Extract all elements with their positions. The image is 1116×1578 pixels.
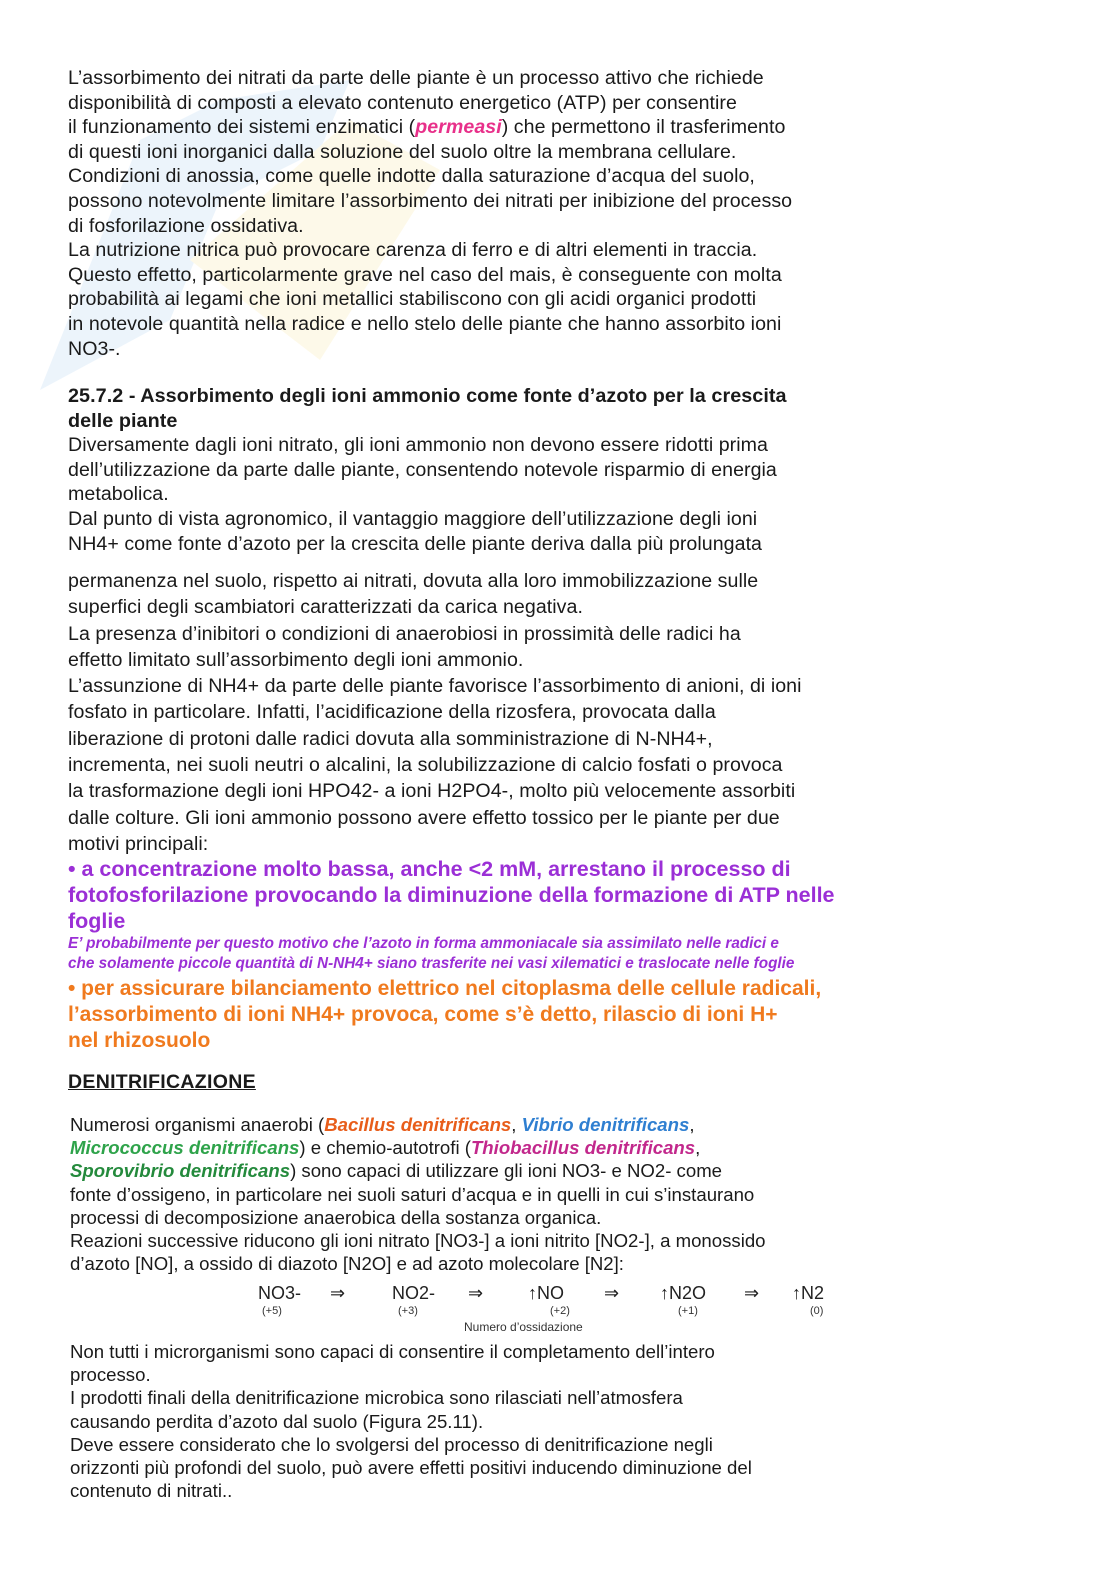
bullet-line: nel rhizosuolo xyxy=(68,1029,211,1052)
text-line: Diversamente dagli ioni nitrato, gli ioni ammonio non devono essere ridotti prima xyxy=(68,434,768,457)
eq-arrow: ⇒ xyxy=(330,1283,346,1303)
bullet-line: fotofosforilazione provocando la diminuzione della formazione di ATP nelle xyxy=(68,883,835,907)
text-line: Condizioni di anossia, come quelle indotte dalla saturazione d’acqua del suolo, xyxy=(68,165,755,188)
text-line: in notevole quantità nella radice e nello stelo delle piante che hanno assorbito ioni xyxy=(68,312,782,335)
section-title: 25.7.2 - Assorbimento degli ioni ammonio come fonte d’azoto per la crescita xyxy=(68,385,787,407)
text-line: effetto limitato sull’assorbimento degli ioni ammonio. xyxy=(68,648,524,671)
bullet-electric-balance xyxy=(68,976,1068,1054)
text-line: Non tutti i microrganismi sono capaci di consentire il completamento dell’intero xyxy=(70,1341,715,1362)
text-line: motivi principali: xyxy=(68,832,209,855)
text-line: di questi ioni inorganici dalla soluzione del suolo oltre la membrana cellulare. xyxy=(68,140,737,163)
section-ammonium xyxy=(68,384,1068,556)
text-line: NH4+ come fonte d’azoto per la crescita delle piante deriva dalla più prolungata xyxy=(68,532,763,555)
note-line: che solamente piccole quantità di N-NH4+ siano trasferite nei vasi xilematici e traslocate nelle foglie xyxy=(68,955,795,972)
denitrification-paragraph xyxy=(70,1113,1070,1275)
bullet-line: • per assicurare bilanciamento elettrico nel citoplasma delle cellule radicali, xyxy=(68,977,822,1000)
species-vibrio: Vibrio denitrificans xyxy=(521,1114,690,1135)
denitrification-equation xyxy=(258,1283,858,1339)
bullet-line: foglie xyxy=(68,909,126,933)
text-line: possono notevolmente limitare l’assorbimento dei nitrati per inibizione del processo xyxy=(68,189,793,212)
eq-arrow: ⇒ xyxy=(468,1283,484,1303)
note-italic xyxy=(68,934,1068,974)
eq-oxidation: (+1) xyxy=(678,1305,698,1317)
note-line: E’ probabilmente per questo motivo che l’azoto in forma ammoniacale sia assimilato nelle radici e xyxy=(68,935,779,952)
text-line: d’azoto [NO], a ossido di diazoto [N2O] e ad azoto molecolare [N2]: xyxy=(70,1253,624,1275)
text-line: probabilità ai legami che ioni metallici stabiliscono con gli acidi organici prodotti xyxy=(68,288,757,311)
text-line: Deve essere considerato che lo svolgersi del processo di denitrificazione negli xyxy=(70,1433,713,1455)
text-line: liberazione di protoni dalle radici dovuta alla somministrazione di N-NH4+, xyxy=(68,727,713,750)
text-line: disponibilità di composti a elevato contenuto energetico (ATP) per consentire xyxy=(68,91,737,114)
text-line: dalle colture. Gli ioni ammonio possono avere effetto tossico per le piante per due xyxy=(68,806,780,829)
text-line: contenuto di nitrati.. xyxy=(70,1480,233,1502)
intro-paragraph xyxy=(68,66,1068,361)
species-sporovibrio: Sporovibrio denitrificans xyxy=(70,1160,291,1182)
eq-species: ↑NO xyxy=(528,1283,564,1303)
text-line: La presenza d’inibitori o condizioni di anaerobiosi in prossimità delle radici ha xyxy=(68,622,741,645)
text-line: L’assunzione di NH4+ da parte delle piante favorisce l’assorbimento di anioni, di ioni xyxy=(68,675,802,698)
eq-species: NO3- xyxy=(258,1283,302,1303)
permeasi-term: permeasi xyxy=(415,116,502,139)
species-micrococcus: Micrococcus denitrificans xyxy=(70,1137,300,1159)
text-line: L’assorbimento dei nitrati da parte delle piante è un processo attivo che richiede xyxy=(68,67,764,89)
bullet-line: l’assorbimento di ioni NH4+ provoca, come s’è detto, rilascio di ioni H+ xyxy=(68,1003,778,1026)
text-line: superfici degli scambiatori caratterizzati da carica negativa. xyxy=(68,596,583,619)
text-line: il funzionamento dei sistemi enzimatici (permeasi) che permettono il trasferimento xyxy=(68,116,786,139)
eq-species: ↑N2O xyxy=(660,1283,707,1303)
text-line: di fosforilazione ossidativa. xyxy=(68,214,304,237)
species-bacillus: Bacillus denitrificans xyxy=(324,1114,512,1135)
text-line: fosfato in particolare. Infatti, l’acidificazione della rizosfera, provocata dalla xyxy=(68,701,716,724)
text-line: Reazioni successive riducono gli ioni nitrato [NO3-] a ioni nitrito [NO2-], a monossido xyxy=(70,1230,766,1252)
text-line: La nutrizione nitrica può provocare carenza di ferro e di altri elementi in traccia. xyxy=(68,239,758,262)
eq-oxidation: (+5) xyxy=(262,1305,282,1317)
bullet-photophosphorylation xyxy=(68,856,1068,934)
text-line: incrementa, nei suoli neutri o alcalini, la solubilizzazione di calcio fosfati o provoca xyxy=(68,754,783,777)
eq-oxidation: (+2) xyxy=(550,1305,570,1317)
text-line: Sporovibrio denitrificans) sono capaci di utilizzare gli ioni NO3- e NO2- come xyxy=(70,1160,723,1182)
text-line: Questo effetto, particolarmente grave nel caso del mais, è conseguente con molta xyxy=(68,263,782,286)
text-line: permanenza nel suolo, rispetto ai nitrati, dovuta alla loro immobilizzazione sulle xyxy=(68,570,759,592)
text-line: metabolica. xyxy=(68,483,169,506)
text-line: Dal punto di vista agronomico, il vantaggio maggiore dell’utilizzazione degli ioni xyxy=(68,507,758,530)
bullet-line: • a concentrazione molto bassa, anche <2 mM, arrestano il processo di xyxy=(68,857,791,881)
section-ammonium-continued xyxy=(68,568,1068,857)
eq-oxidation: (+3) xyxy=(398,1305,418,1317)
text-line: Micrococcus denitrificans) e chemio-autotrofi (Thiobacillus denitrificans, xyxy=(70,1137,701,1159)
eq-caption: Numero d’ossidazione xyxy=(464,1320,583,1334)
text-line: processi di decomposizione anaerobica della sostanza organica. xyxy=(70,1206,602,1228)
eq-arrow: ⇒ xyxy=(744,1283,760,1303)
eq-arrow: ⇒ xyxy=(604,1283,620,1303)
text-line: la trasformazione degli ioni HPO42- a ioni H2PO4-, molto più velocemente assorbiti xyxy=(68,780,796,803)
eq-species: ↑N2 xyxy=(792,1283,825,1303)
text-line: processo. xyxy=(70,1364,151,1386)
text-line: NO3-. xyxy=(68,337,121,360)
species-thiobacillus: Thiobacillus denitrificans xyxy=(470,1137,696,1159)
section-title-cont: delle piante xyxy=(68,409,178,432)
denitrification-conclusion xyxy=(70,1340,1070,1502)
text-line: dell’utilizzazione da parte dalle piante, consentendo notevole risparmio di energia xyxy=(68,458,777,481)
text-line: orizzonti più profondi del suolo, può avere effetti positivi inducendo diminuzione del xyxy=(70,1457,752,1479)
text-line: Numerosi organismi anaerobi (Bacillus denitrificans, Vibrio denitrificans, xyxy=(70,1114,695,1135)
section-heading-denitrification: DENITRIFICAZIONE xyxy=(68,1071,256,1093)
text-line: fonte d’ossigeno, in particolare nei suoli saturi d’acqua e in quelli in cui s’instaurano xyxy=(70,1183,755,1205)
eq-oxidation: (0) xyxy=(810,1305,824,1317)
text-line: causando perdita d’azoto dal suolo (Figura 25.11). xyxy=(70,1410,484,1432)
text-line: I prodotti finali della denitrificazione microbica sono rilasciati nell’atmosfera xyxy=(70,1387,683,1409)
eq-species: NO2- xyxy=(392,1283,436,1303)
